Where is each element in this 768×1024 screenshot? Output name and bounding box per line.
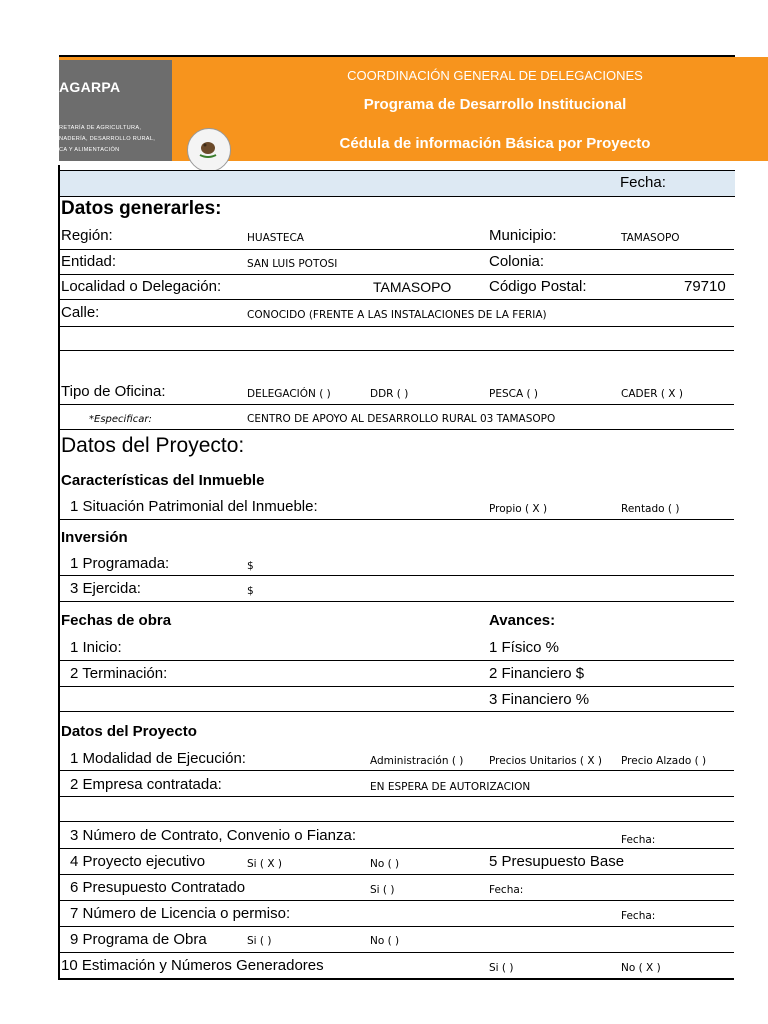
header-coordination: COORDINACIÓN GENERAL DE DELEGACIONES [347, 68, 643, 83]
precios-unitarios-value: Precios Unitarios ( X ) [489, 755, 602, 767]
logo-text: AGARPA [59, 79, 121, 95]
municipio-value: TAMASOPO [621, 232, 680, 244]
datos-generales-title: Datos generarles: [61, 198, 222, 219]
row-rule [60, 660, 734, 661]
rentado-value: Rentado ( ) [621, 503, 680, 515]
programa-obra-si: Si ( ) [247, 935, 272, 947]
tipo-ddr: DDR ( ) [370, 388, 409, 400]
inversion-title: Inversión [61, 529, 128, 546]
precio-alzado-value: Precio Alzado ( ) [621, 755, 707, 767]
codigo-postal-label: Código Postal: [489, 278, 587, 295]
row-rule [60, 952, 734, 953]
empresa-label: 2 Empresa contratada: [70, 776, 222, 793]
logo-subtitle-3: CA Y ALIMENTACIÓN [59, 147, 120, 153]
row-rule [60, 274, 734, 275]
row-rule [60, 299, 734, 300]
fisico-label: 1 Físico % [489, 639, 560, 656]
row-rule [60, 404, 734, 405]
licencia-fecha-label: Fecha: [621, 910, 656, 922]
row-rule [60, 711, 734, 712]
inicio-label: 1 Inicio: [70, 639, 122, 656]
row-rule [60, 821, 734, 822]
row-rule [60, 770, 734, 771]
row-rule [60, 686, 734, 687]
estimacion-si: Si ( ) [489, 962, 514, 974]
financiero-label: 2 Financiero $ [489, 665, 585, 682]
especificar-label: *Especificar: [89, 414, 152, 425]
financiero-pct-label: 3 Financiero % [489, 691, 590, 708]
modalidad-label: 1 Modalidad de Ejecución: [70, 750, 246, 767]
codigo-postal-value: 79710 [684, 278, 726, 295]
presupuesto-base-label: 5 Presupuesto Base [489, 853, 625, 870]
row-rule [60, 848, 734, 849]
datos-proyecto-subtitle: Datos del Proyecto [61, 723, 197, 740]
situacion-label: 1 Situación Patrimonial del Inmueble: [70, 498, 318, 515]
region-label: Región: [61, 227, 113, 244]
propio-value: Propio ( X ) [489, 503, 548, 515]
row-rule [60, 575, 734, 576]
presupuesto-contratado-fecha: Fecha: [489, 884, 524, 896]
proyecto-ejecutivo-label: 4 Proyecto ejecutivo [70, 853, 206, 870]
row-rule [60, 926, 734, 927]
localidad-label: Localidad o Delegación: [61, 278, 222, 295]
estimacion-label: 10 Estimación y Números Generadores [61, 957, 324, 974]
calle-label: Calle: [61, 304, 100, 321]
especificar-value: CENTRO DE APOYO AL DESARROLLO RURAL 03 TAMASOPO [247, 413, 556, 425]
proyecto-ejecutivo-no: No ( ) [370, 858, 400, 870]
ejercida-value: $ [247, 585, 254, 597]
ejercida-label: 3 Ejercida: [70, 580, 141, 597]
row-rule [60, 796, 734, 797]
contrato-label: 3 Número de Contrato, Convenio o Fianza: [70, 827, 356, 844]
fecha-label: Fecha: [620, 174, 666, 191]
estimacion-no: No ( X ) [621, 962, 661, 974]
logo-subtitle-1: RETARÍA DE AGRICULTURA, [59, 125, 142, 131]
sagarpa-logo [59, 60, 172, 161]
tipo-oficina-label: Tipo de Oficina: [61, 383, 166, 400]
municipio-label: Municipio: [489, 227, 557, 244]
header-top-rule [59, 55, 735, 57]
programada-value: $ [247, 560, 254, 572]
presupuesto-contratado-label: 6 Presupuesto Contratado [70, 879, 246, 896]
row-rule [60, 249, 734, 250]
avances-title: Avances: [489, 612, 556, 629]
row-rule [60, 519, 734, 520]
logo-subtitle-2: NADERÍA, DESARROLLO RURAL, [59, 136, 156, 142]
row-rule [60, 874, 734, 875]
calle-value: CONOCIDO (FRENTE A LAS INSTALACIONES DE LA FERIA) [247, 309, 547, 321]
presupuesto-contratado-si: Si ( ) [370, 884, 395, 896]
frame-left-border [58, 165, 60, 980]
mexico-seal-icon [187, 128, 231, 172]
datos-proyecto-title: Datos del Proyecto: [61, 434, 245, 457]
caracteristicas-title: Características del Inmueble [61, 472, 265, 489]
terminacion-label: 2 Terminación: [70, 665, 168, 682]
region-value: HUASTECA [247, 232, 304, 244]
row-rule [60, 326, 734, 327]
entidad-label: Entidad: [61, 253, 117, 270]
row-rule [60, 900, 734, 901]
programada-label: 1 Programada: [70, 555, 170, 572]
contrato-fecha-label: Fecha: [621, 834, 656, 846]
tipo-pesca: PESCA ( ) [489, 388, 539, 400]
empresa-value: EN ESPERA DE AUTORIZACION [370, 781, 531, 793]
row-rule [60, 601, 734, 602]
colonia-label: Colonia: [489, 253, 545, 270]
licencia-label: 7 Número de Licencia o permiso: [70, 905, 291, 922]
tipo-cader: CADER ( X ) [621, 388, 683, 400]
administracion-value: Administración ( ) [370, 755, 464, 767]
proyecto-ejecutivo-si: Si ( X ) [247, 858, 282, 870]
programa-obra-label: 9 Programa de Obra [70, 931, 207, 948]
tipo-delegacion: DELEGACIÓN ( ) [247, 388, 331, 400]
row-rule [60, 429, 734, 430]
header-program: Programa de Desarrollo Institucional [363, 96, 627, 113]
programa-obra-no: No ( ) [370, 935, 400, 947]
header-cedula: Cédula de información Básica por Proyecto [339, 135, 651, 152]
frame-bottom-border [58, 978, 734, 980]
entidad-value: SAN LUIS POTOSI [247, 258, 338, 270]
row-rule [60, 350, 734, 351]
localidad-value: TAMASOPO [373, 279, 452, 295]
fechas-obra-title: Fechas de obra [61, 612, 172, 629]
